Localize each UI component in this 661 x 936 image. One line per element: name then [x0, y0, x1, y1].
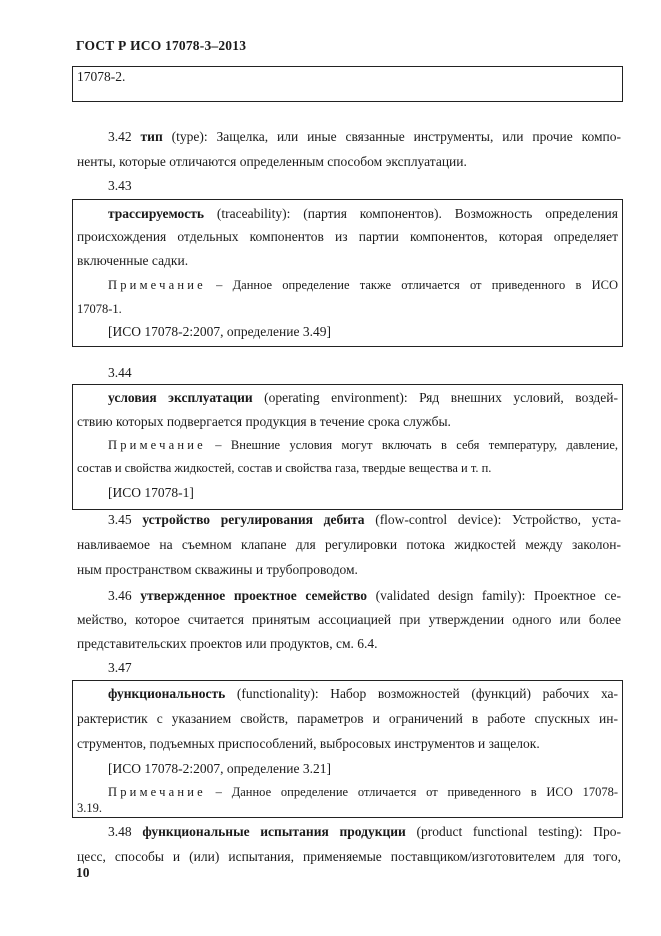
section-3-43-number: 3.43 [108, 178, 132, 193]
definition-text: (validated design family): Проектное се- [367, 588, 621, 603]
box-continuation-text: 17078-2. [77, 69, 126, 84]
note-label: Примечание [108, 785, 206, 799]
section-3-47-line-1 [108, 687, 618, 701]
section-3-44-line-1 [108, 391, 618, 405]
box-continuation [72, 66, 623, 102]
section-3-43-line-2: происхождения отдельных компонентов из партии компонентов, которая определяет [77, 229, 618, 244]
term: функциональные испытания продукции [142, 824, 406, 839]
section-3-44-number: 3.44 [108, 365, 132, 380]
section-number: 3.42 [108, 129, 132, 144]
section-3-46-line-1 [108, 589, 621, 603]
definition-text: (operating environment): Ряд внешних условий, воздей- [252, 390, 618, 405]
section-number: 3.46 [108, 588, 132, 603]
section-3-43-source: [ИСО 17078-2:2007, определение 3.49] [108, 324, 331, 339]
definition-text: (product functional testing): Про- [405, 824, 621, 839]
section-3-47-line-3: струментов, подъемных приспособлений, выбросовых инструментов и защелок. [77, 736, 540, 751]
note-label: Примечание [108, 278, 206, 292]
section-number: 3.45 [108, 512, 132, 527]
note-text: – Данное определение отличается от приведенного в ИСО 17078- [205, 785, 618, 799]
page-number: 10 [76, 865, 90, 880]
section-3-47-line-2: рактеристик с указанием свойств, параметров и ограничений в работе спускных ин- [77, 711, 618, 726]
section-3-42-line-1 [108, 130, 621, 144]
section-3-48-line-2: цесс, способы и (или) испытания, применяемые поставщиком/изготовителем для того, [77, 849, 621, 864]
note-label: Примечание [108, 438, 206, 452]
section-3-48-line-1 [108, 825, 621, 839]
definition-text: (type): Защелка, или иные связанные инструменты, или прочие компо- [162, 129, 622, 144]
section-3-47-source: [ИСО 17078-2:2007, определение 3.21] [108, 761, 331, 776]
term: трассируемость [108, 206, 205, 221]
section-3-43-line-1 [108, 207, 618, 221]
section-3-42-line-2: ненты, которые отличаются определенным способом эксплуатации. [77, 154, 467, 169]
section-number: 3.48 [108, 824, 132, 839]
section-3-46-line-2: мейство, которое считается принятым ассоциацией при утверждении одного или более [77, 612, 621, 627]
section-3-45-line-3: ным пространством скважины и трубопроводом. [77, 562, 358, 577]
document-header: ГОСТ Р ИСО 17078-3–2013 [76, 38, 247, 53]
note-text: – Внешние условия могут включать в себя температуру, давление, [205, 438, 618, 452]
definition-text: (flow-control device): Устройство, уста- [364, 512, 621, 527]
term: утвержденное проектное семейство [140, 588, 368, 603]
section-3-44-note-line-1 [108, 439, 618, 452]
section-3-43-note-line-1 [108, 279, 618, 292]
section-3-47-note-line-1 [108, 786, 618, 799]
section-3-47-number: 3.47 [108, 660, 132, 675]
term: условия эксплуатации [108, 390, 253, 405]
section-3-47-note-line-2: 3.19. [77, 801, 102, 815]
term: тип [140, 129, 163, 144]
term: функциональность [108, 686, 226, 701]
note-text: – Данное определение также отличается от приведенного в ИСО [205, 278, 618, 292]
definition-text: (functionality): Набор возможностей (функций) рабочих ха- [225, 686, 618, 701]
section-3-43-line-3: включенные садки. [77, 253, 189, 268]
definition-text: (traceability): (партия компонентов). Возможность определения [204, 206, 618, 221]
section-3-44-note-line-2: состав и свойства жидкостей, состав и свойства газа, твердые вещества и т. п. [77, 461, 492, 475]
section-3-45-line-1 [108, 513, 621, 527]
section-3-43-note-line-2: 17078-1. [77, 302, 122, 316]
section-3-44-line-2: ствию которых подвергается продукция в течение срока службы. [77, 414, 451, 429]
section-3-46-line-3: представительских проектов или продуктов, см. 6.4. [77, 636, 378, 651]
section-3-45-line-2: навливаемое на съемном клапане для регулировки потока жидкостей между заколон- [77, 537, 621, 552]
term: устройство регулирования дебита [142, 512, 365, 527]
section-3-44-source: [ИСО 17078-1] [108, 485, 194, 500]
